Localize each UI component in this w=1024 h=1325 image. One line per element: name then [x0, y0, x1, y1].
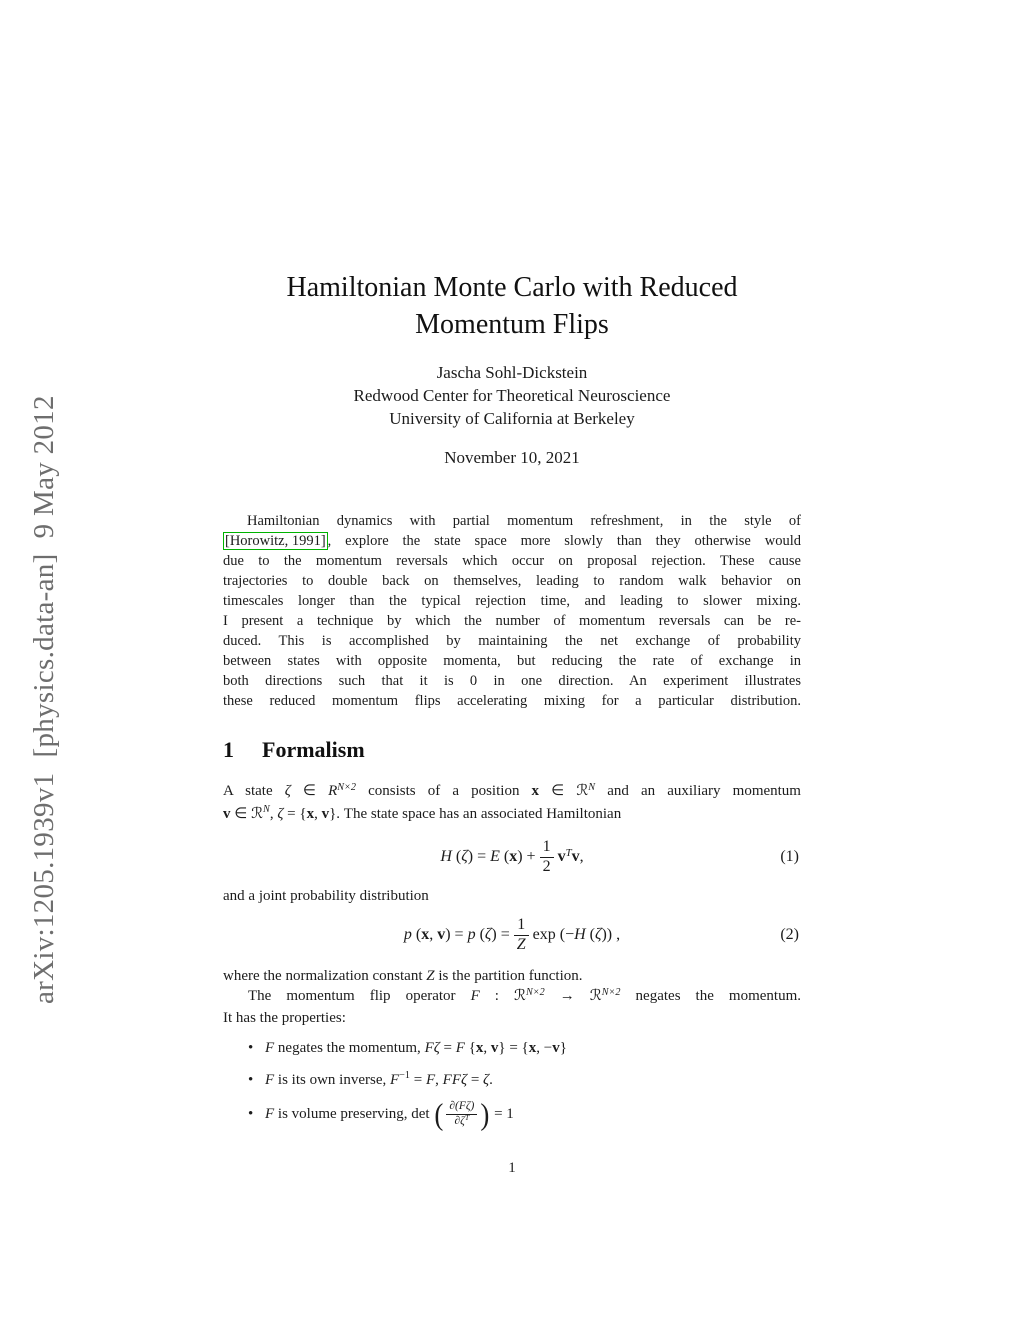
body-line: where the normalization constant Z is the partition function. — [223, 968, 583, 984]
list-item-text: F is its own inverse, $F^{-1} = F$, FFζ = ζ. — [265, 1070, 493, 1088]
equation-number: (2) — [780, 926, 799, 943]
section-title: Formalism — [262, 737, 365, 762]
equation-probability — [223, 912, 801, 958]
abstract — [223, 511, 801, 711]
body-line: v ∈ ℛ$^N$, ζ = {x, v}. The state space has an associated Hamiltonian — [223, 804, 622, 822]
list-item-text: = 1 — [490, 1105, 514, 1122]
body-line: The momentum flip operator F : ℛ$^{N\times 2}$ → ℛ$^{N\times 2}$ negates the momentum. — [248, 986, 801, 1004]
equation-number: (1) — [780, 848, 799, 865]
abstract-line: between states with opposite momenta, but reducing the rate of exchange in — [223, 653, 801, 669]
author-block — [223, 361, 801, 430]
list-item-negates-momentum — [248, 1038, 801, 1058]
paragraph-joint-distribution — [223, 886, 801, 907]
section-heading-formalism — [223, 737, 801, 763]
abstract-line: these reduced momentum flips accelerating mixing for a particular distribution. — [223, 693, 801, 709]
fraction-numerator: 1 — [517, 916, 526, 934]
abstract-line — [223, 531, 801, 551]
fraction-denominator: 2 — [540, 857, 554, 876]
author-name: Jascha Sohl-Dickstein — [436, 363, 588, 382]
arxiv-watermark: arXiv:1205.1939v1 [physics.data-an] 9 May 2012 — [28, 395, 60, 1004]
body-line: It has the properties: — [223, 1010, 346, 1026]
page-number: 1 — [508, 1160, 516, 1176]
abstract-line: due to the momentum reversals which occur on proposal rejection. These cause — [223, 553, 801, 569]
list-item-text: F negates the momentum, Fζ = F {x, v} = {x, −v} — [265, 1039, 567, 1056]
body-line: A state ζ ∈ $R^{N\times 2}$ consists of a position x ∈ ℛ$^N$ and an auxiliary momentum — [223, 781, 801, 799]
author-university: University of California at Berkeley — [389, 409, 635, 428]
fraction — [540, 838, 554, 876]
bullet-icon: • — [248, 1105, 254, 1122]
paragraph-momentum-flip — [223, 966, 801, 1028]
abstract-line: Hamiltonian dynamics with partial momentum refreshment, in the style of — [247, 513, 801, 529]
equation-lhs: p (x, v) = p (ζ) = — [403, 926, 510, 943]
section-number: 1 — [223, 737, 234, 762]
right-paren: ) — [480, 1096, 490, 1131]
paper-title-line2: Momentum Flips — [415, 309, 609, 340]
paragraph-state-definition — [223, 781, 801, 826]
paper-date: November 10, 2021 — [444, 448, 580, 467]
fraction — [446, 1100, 477, 1129]
abstract-line: duced. This is accomplished by maintaining the net exchange of probability — [223, 633, 801, 649]
fraction-numerator: ∂(Fζ) — [449, 1100, 475, 1112]
list-item-own-inverse — [248, 1070, 801, 1090]
equation-rhs: exp (−H (ζ)) , — [532, 926, 621, 943]
paper-title-line1: Hamiltonian Monte Carlo with Reduced — [286, 272, 738, 303]
bullet-icon: • — [248, 1039, 254, 1056]
abstract-line: both directions such that it is 0 in one direction. An experiment illustrates — [223, 673, 801, 689]
author-affiliation: Redwood Center for Theoretical Neuroscience — [353, 386, 671, 405]
abstract-line: timescales longer than the typical rejection time, and leading to slower mixing. — [223, 593, 801, 609]
properties-list — [248, 1038, 801, 1141]
citation-link-horowitz-1991[interactable]: [Horowitz, 1991] — [225, 533, 326, 549]
left-paren: ( — [434, 1096, 444, 1131]
abstract-line: I present a technique by which the number of momentum reversals can be re- — [223, 613, 801, 629]
list-item-volume-preserving — [248, 1096, 801, 1131]
abstract-line: trajectories to double back on themselves, leading to random walk behavior on — [223, 573, 801, 589]
list-item-text: F is volume preserving, det — [265, 1105, 434, 1122]
paper-title — [223, 269, 801, 343]
equation-lhs: H (ζ) = E (x) + — [440, 848, 536, 865]
equation-rhs: $v^Tv$, — [557, 846, 584, 865]
fraction — [514, 916, 529, 954]
body-line: and a joint probability distribution — [223, 888, 429, 904]
equation-hamiltonian — [223, 838, 801, 876]
abstract-line-text: , explore the state space more slowly than they otherwise would — [327, 533, 801, 549]
fraction-denominator: $\partial\zeta^T$ — [446, 1114, 477, 1129]
fraction-numerator: 1 — [542, 838, 551, 856]
fraction-denominator: Z — [514, 935, 529, 954]
bullet-icon: • — [248, 1071, 254, 1088]
